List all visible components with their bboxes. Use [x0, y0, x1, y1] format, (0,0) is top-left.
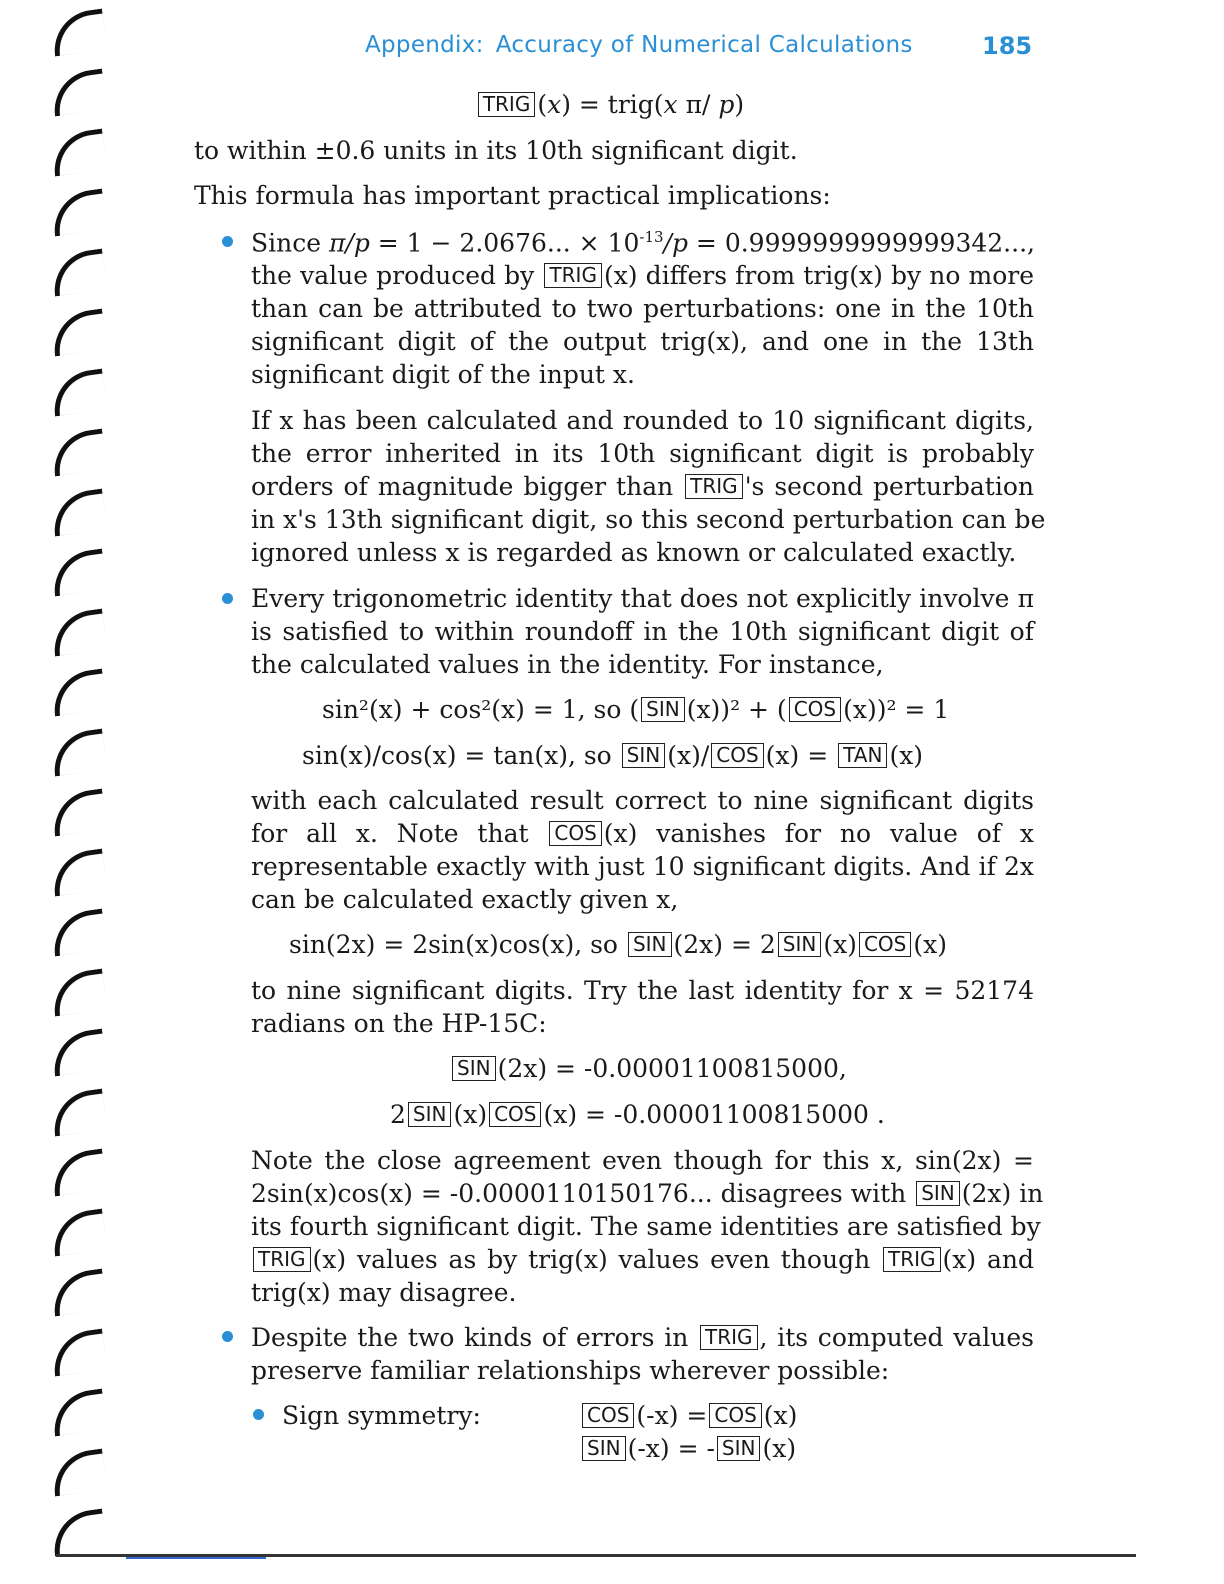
binding-ring: [49, 1209, 107, 1257]
binding-ring: [49, 969, 107, 1017]
paragraph-line: with each calculated result correct to nine significant digits: [251, 786, 1034, 815]
bullet-icon: [222, 1331, 233, 1342]
binding-ring: [49, 909, 107, 957]
paragraph-line: If x has been calculated and rounded to 10 significant digits,: [251, 406, 1034, 435]
binding-ring: [49, 1449, 107, 1497]
equation-identity-3: sin(2x) = 2sin(x)cos(x), so SIN (2x) = 2 SIN (x) COS (x): [289, 930, 947, 959]
equation-identity-2: sin(x)/cos(x) = tan(x), so SIN (x)/ COS (x) = TAN (x): [302, 741, 924, 770]
cos-key: COS: [789, 697, 841, 722]
paragraph-line: representable exactly with just 10 significant digits. And if 2x: [251, 852, 1034, 881]
trig-key: TRIG: [700, 1325, 758, 1350]
trig-key: TRIG: [685, 474, 743, 499]
sin-key: SIN: [452, 1056, 496, 1081]
paragraph-line: preserve familiar relationships wherever possible:: [251, 1356, 890, 1385]
paragraph-line: Every trigonometric identity that does not explicitly involve π: [251, 584, 1034, 613]
equation-result-1: SIN (2x) = -0.00001100815000,: [450, 1054, 847, 1083]
cos-key: COS: [549, 821, 601, 846]
cos-key: COS: [709, 1403, 761, 1428]
paragraph-line: is satisfied to within roundoff in the 10th significant digit of: [251, 617, 1034, 646]
trig-key: TRIG: [544, 263, 602, 288]
binding-ring: [49, 189, 107, 237]
formula-trig: TRIG (x) = trig(x π/ p): [380, 90, 840, 119]
paragraph-line: for all x. Note that COS (x) vanishes for no value of x: [251, 819, 1034, 848]
binding-ring: [49, 1149, 107, 1197]
paragraph-line: orders of magnitude bigger than TRIG 's second perturbation: [251, 472, 1035, 501]
sin-key: SIN: [916, 1181, 960, 1206]
binding-ring: [49, 1389, 107, 1437]
sign-symmetry-label: Sign symmetry:: [282, 1401, 481, 1430]
paragraph-line: Note the close agreement even though for this x, sin(2x) =: [251, 1146, 1034, 1175]
bullet-1-line-2: the value produced by TRIG (x) differs from trig(x) by no more: [251, 261, 1035, 290]
paragraph-line: the calculated values in the identity. For instance,: [251, 650, 884, 679]
page-number: 185: [982, 32, 1033, 60]
trig-key: TRIG: [478, 92, 536, 117]
equation-symmetry-cos: COS (-x) = COS (x): [580, 1401, 797, 1430]
binding-ring: [49, 9, 107, 57]
equation-result-2: 2 SIN (x) COS (x) = -0.00001100815000 .: [390, 1100, 885, 1129]
binding-ring: [49, 1269, 107, 1317]
bullet-1-line-1: Since π/p = 1 − 2.0676... × $10^{-13}/p = 0.9999999999999342$...,: [251, 228, 1035, 258]
page-footer-accent: [126, 1557, 266, 1559]
sin-key: SIN: [717, 1436, 761, 1461]
header-title: Accuracy of Numerical Calculations: [495, 32, 913, 58]
binding-ring: [49, 669, 107, 717]
paragraph-line: 2sin(x)cos(x) = -0.0000110150176... disagrees with SIN (2x) in: [251, 1179, 1044, 1208]
binding-ring: [49, 429, 107, 477]
tan-key: TAN: [838, 743, 887, 768]
paragraph-line: to nine significant digits. Try the last identity for x = 52174: [251, 976, 1034, 1005]
running-header: [365, 32, 913, 58]
binding-ring: [49, 249, 107, 297]
binding-ring: [49, 489, 107, 537]
paragraph-line: in x's 13th significant digit, so this second perturbation can be: [251, 505, 1046, 534]
paragraph-line: significant digit of the output trig(x), and one in the 13th: [251, 327, 1034, 356]
paragraph-line: This formula has important practical implications:: [194, 181, 831, 210]
equation-identity-1: sin²(x) + cos²(x) = 1, so ( SIN (x))² + ( COS (x))² = 1: [322, 695, 950, 724]
sin-key: SIN: [778, 932, 822, 957]
cos-key: COS: [859, 932, 911, 957]
binding-ring: [49, 69, 107, 117]
binding-ring: [49, 789, 107, 837]
cos-key: COS: [489, 1102, 541, 1127]
binding-ring: [49, 369, 107, 417]
sin-key: SIN: [628, 932, 672, 957]
paragraph-line: its fourth significant digit. The same identities are satisfied by: [251, 1212, 1041, 1241]
header-section: Appendix:: [365, 32, 484, 58]
bullet-icon: [253, 1409, 264, 1420]
paragraph-line: Despite the two kinds of errors in TRIG , its computed values: [251, 1323, 1034, 1352]
binding-ring: [49, 729, 107, 777]
binding-ring: [49, 849, 107, 897]
binding-ring: [49, 1509, 107, 1557]
paragraph-line: can be calculated exactly given x,: [251, 885, 679, 914]
sin-key: SIN: [641, 697, 685, 722]
trig-key: TRIG: [883, 1247, 941, 1272]
binding-ring: [49, 549, 107, 597]
binding-ring: [49, 309, 107, 357]
bullet-icon: [222, 236, 233, 247]
paragraph-line: to within ±0.6 units in its 10th significant digit.: [194, 136, 798, 165]
cos-key: COS: [711, 743, 763, 768]
trig-key: TRIG: [253, 1247, 311, 1272]
binding-ring: [49, 1329, 107, 1377]
paragraph-line: significant digit of the input x.: [251, 360, 635, 389]
paragraph-line: trig(x) may disagree.: [251, 1278, 517, 1307]
equation-symmetry-sin: SIN (-x) = - SIN (x): [580, 1434, 796, 1463]
sin-key: SIN: [622, 743, 666, 768]
cos-key: COS: [582, 1403, 634, 1428]
paragraph-line: ignored unless x is regarded as known or calculated exactly.: [251, 538, 1017, 567]
sin-key: SIN: [582, 1436, 626, 1461]
paragraph-line: than can be attributed to two perturbations: one in the 10th: [251, 294, 1034, 323]
binding-ring: [49, 129, 107, 177]
bullet-icon: [222, 593, 233, 604]
paragraph-line: radians on the HP-15C:: [251, 1009, 547, 1038]
paragraph-line: the error inherited in its 10th significant digit is probably: [251, 439, 1034, 468]
binding-ring: [49, 1029, 107, 1077]
binding-ring: [49, 609, 107, 657]
paragraph-line: TRIG (x) values as by trig(x) values even though TRIG (x) and: [251, 1245, 1034, 1274]
binding-ring: [49, 1089, 107, 1137]
sin-key: SIN: [408, 1102, 452, 1127]
